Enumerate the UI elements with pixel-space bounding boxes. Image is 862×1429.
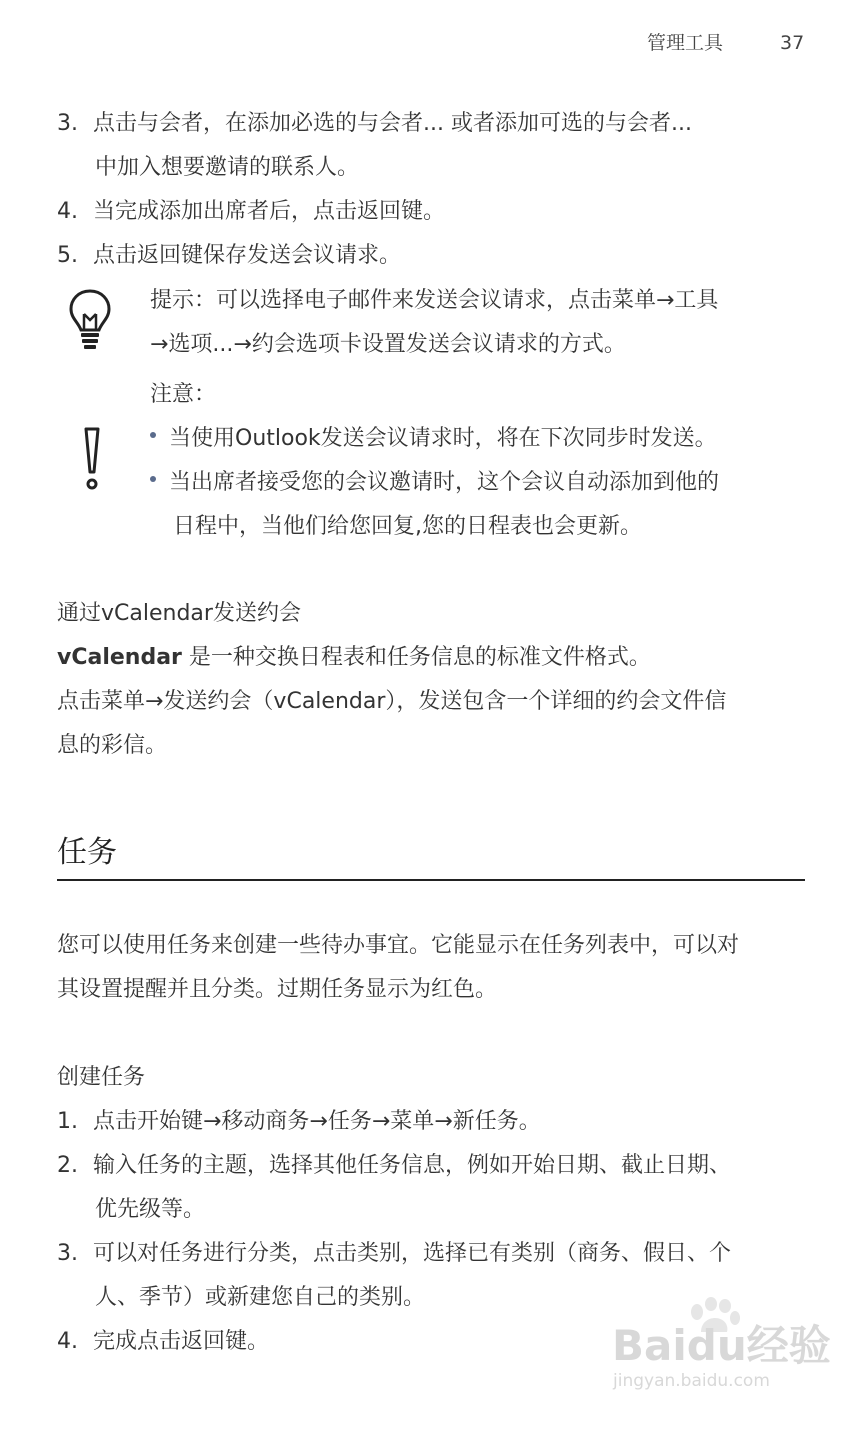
note-bullet-text-continued: 日程中，当他们给您回复,您的日程表也会更新。: [173, 514, 642, 539]
running-header-section: 管理工具: [647, 32, 724, 54]
step-text-continued: 中加入想要邀请的联系人。: [95, 155, 360, 180]
step-number: 4.: [57, 199, 78, 224]
page-number: 37: [780, 32, 805, 54]
step-text: 当完成添加出席者后，点击返回键。: [93, 199, 446, 224]
step-number: 5.: [57, 243, 78, 268]
step-number: 2.: [57, 1153, 78, 1178]
step-text: 点击返回键保存发送会议请求。: [93, 243, 402, 268]
step-text: 点击与会者，在添加必选的与会者... 或者添加可选的与会者...: [93, 111, 692, 136]
note-title: 注意：: [150, 382, 217, 407]
exclamation-icon: [80, 426, 104, 492]
bullet-dot: [150, 432, 156, 438]
watermark-url: jingyan.baidu.com: [613, 1371, 770, 1391]
bullet-dot: [150, 476, 156, 482]
step-number: 3.: [57, 1241, 78, 1266]
step-text: 完成点击返回键。: [93, 1329, 270, 1354]
tip-text-continued: →选项...→约会选项卡设置发送会议请求的方式。: [150, 332, 626, 357]
section-title: 任务: [57, 835, 117, 870]
tasks-intro: 您可以使用任务来创建一些待办事宜。它能显示在任务列表中，可以对: [57, 933, 740, 958]
step-number: 3.: [57, 111, 78, 136]
step-text: 可以对任务进行分类，点击类别，选择已有类别（商务、假日、个: [93, 1241, 732, 1266]
vcalendar-term: vCalendar: [57, 645, 182, 670]
vcalendar-instruction-continued: 息的彩信。: [57, 733, 168, 758]
vcalendar-description: [57, 643, 651, 673]
watermark-logo: Baidu经验: [612, 1321, 831, 1370]
tip-text: 提示：可以选择电子邮件来发送会议请求，点击菜单→工具: [150, 288, 719, 313]
step-text-continued: 人、季节）或新建您自己的类别。: [95, 1285, 426, 1310]
step-number: 1.: [57, 1109, 78, 1134]
vcalendar-description-rest: 是一种交换日程表和任务信息的标准文件格式。: [181, 645, 651, 670]
note-bullet-text: 当出席者接受您的会议邀请时，这个会议自动添加到他的: [169, 470, 720, 495]
tasks-intro-continued: 其设置提醒并且分类。过期任务显示为红色。: [57, 977, 498, 1002]
vcalendar-heading: 通过vCalendar发送约会: [57, 601, 301, 626]
vcalendar-instruction: 点击菜单→发送约会（vCalendar），发送包含一个详细的约会文件信: [57, 689, 727, 714]
note-bullet-text: 当使用Outlook发送会议请求时，将在下次同步时发送。: [169, 426, 717, 451]
step-text: 输入任务的主题，选择其他任务信息，例如开始日期、截止日期、: [93, 1153, 732, 1178]
section-divider: [57, 879, 805, 881]
step-text: 点击开始键→移动商务→任务→菜单→新任务。: [93, 1109, 541, 1134]
lightbulb-icon: [68, 288, 112, 352]
step-number: 4.: [57, 1329, 78, 1354]
step-text-continued: 优先级等。: [95, 1197, 206, 1222]
create-task-heading: 创建任务: [57, 1065, 146, 1090]
